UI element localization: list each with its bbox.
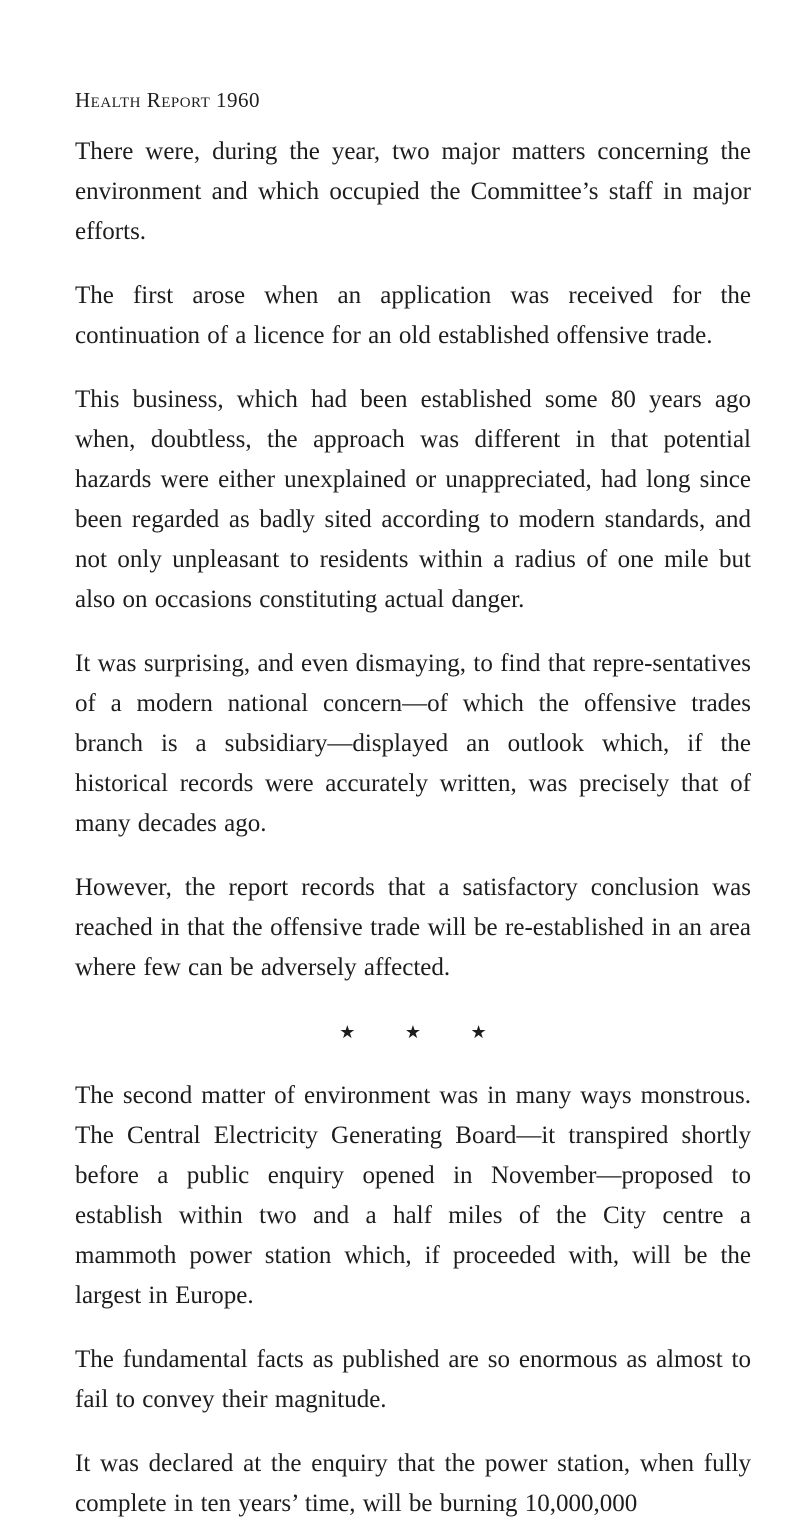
- paragraph-7: The fundamental facts as published are so enormous as almost to fail to convey their magnitude.: [75, 1346, 751, 1413]
- paragraph-6: The second matter of environment was in many ways monstrous. The Central Electricity Generating Board—it transpired shortly before a public enquiry opened in November—proposed to establish within two and a half miles of the City centre a mammoth power station which, if proceeded with, will be the largest in Europe.: [75, 1082, 751, 1309]
- paragraph-5: However, the report records that a satisfactory conclusion was reached in that the offensive trade will be re-established in an area where few can be adversely affected.: [75, 874, 751, 981]
- body-text: [75, 132, 751, 1524]
- paragraph-1: There were, during the year, two major matters concerning the environment and which occupied the Committee’s staff in major efforts.: [75, 138, 751, 245]
- paragraph-4: It was surprising, and even dismaying, to find that repre-sentatives of a modern national concern—of which the offensive trades branch is a subsidiary—displayed an outlook which, if the historical records were accurately written, was precisely that of many decades ago.: [75, 650, 751, 837]
- running-head: Health Report 1960: [75, 88, 261, 112]
- paragraph-8: It was declared at the enquiry that the power station, when fully complete in ten years’ time, will be burning 10,000,000: [75, 1450, 751, 1517]
- section-break-stars: ★ ★ ★: [339, 1022, 509, 1042]
- paragraph-2: The first arose when an application was received for the continuation of a licence for an old established offensive trade.: [75, 282, 751, 349]
- paragraph-3: This business, which had been established some 80 years ago when, doubtless, the approach was different in that potential hazards were either unexplained or unappreciated, had long since been regarded as badly sited according to modern standards, and not only unpleasant to residents within a radius of one mile but also on occasions constituting actual danger.: [75, 386, 751, 613]
